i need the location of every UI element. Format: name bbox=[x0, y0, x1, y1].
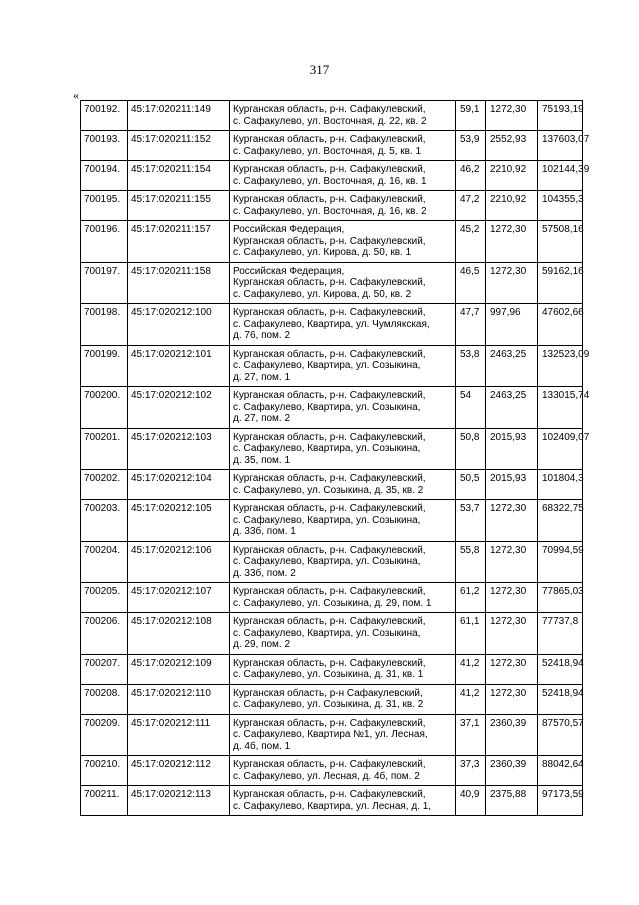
table-row bbox=[81, 684, 583, 714]
cadastral-number-cell: 45:17:020211:154 bbox=[128, 161, 230, 191]
page-number: 317 bbox=[309, 62, 330, 77]
area-cell: 55,8 bbox=[456, 541, 486, 583]
rate-cell: 2552,93 bbox=[486, 131, 538, 161]
rate-cell: 1272,30 bbox=[486, 684, 538, 714]
area-cell: 50,5 bbox=[456, 470, 486, 500]
rate-cell: 1272,30 bbox=[486, 541, 538, 583]
address-cell: Курганская область, р-н. Сафакулевский, с. Сафакулево, ул. Восточная, д. 16, кв. 1 bbox=[230, 161, 456, 191]
row-number-cell: 700205. bbox=[81, 583, 128, 613]
rate-cell: 2015,93 bbox=[486, 470, 538, 500]
row-number-cell: 700194. bbox=[81, 161, 128, 191]
address-cell: Курганская область, р-н. Сафакулевский, с. Сафакулево, Квартира №1, ул. Лесная, д. 4б, пом. 1 bbox=[230, 714, 456, 756]
rate-cell: 1272,30 bbox=[486, 583, 538, 613]
table-row bbox=[81, 191, 583, 221]
rate-cell: 1272,30 bbox=[486, 101, 538, 131]
table-row bbox=[81, 161, 583, 191]
cadastral-number-cell: 45:17:020212:106 bbox=[128, 541, 230, 583]
cadastral-number-cell: 45:17:020212:112 bbox=[128, 756, 230, 786]
area-cell: 61,2 bbox=[456, 583, 486, 613]
row-number-cell: 700209. bbox=[81, 714, 128, 756]
cadastral-value-cell: 137603,07 bbox=[538, 131, 583, 161]
table-row bbox=[81, 470, 583, 500]
address-cell: Курганская область, р-н. Сафакулевский, с. Сафакулево, Квартира, ул. Созыкина, д. 35, пом. 1 bbox=[230, 428, 456, 470]
table-row bbox=[81, 613, 583, 655]
area-cell: 37,3 bbox=[456, 756, 486, 786]
table-row bbox=[81, 304, 583, 346]
table-row bbox=[81, 262, 583, 304]
cadastral-number-cell: 45:17:020212:104 bbox=[128, 470, 230, 500]
address-cell: Курганская область, р-н. Сафакулевский, с. Сафакулево, ул. Восточная, д. 22, кв. 2 bbox=[230, 101, 456, 131]
area-cell: 59,1 bbox=[456, 101, 486, 131]
cadastral-number-cell: 45:17:020212:107 bbox=[128, 583, 230, 613]
address-cell: Российская Федерация, Курганская область, р-н. Сафакулевский, с. Сафакулево, ул. Кирова, д. 50, кв. 1 bbox=[230, 221, 456, 263]
row-number-cell: 700196. bbox=[81, 221, 128, 263]
address-cell: Курганская область, р-н. Сафакулевский, с. Сафакулево, Квартира, ул. Чумлякская, д. 76, пом. 2 bbox=[230, 304, 456, 346]
row-number-cell: 700203. bbox=[81, 500, 128, 542]
cadastral-value-cell: 77737,8 bbox=[538, 613, 583, 655]
area-cell: 47,2 bbox=[456, 191, 486, 221]
cadastral-value-cell: 104355,3 bbox=[538, 191, 583, 221]
cadastral-value-cell: 132523,09 bbox=[538, 345, 583, 387]
cadastral-number-cell: 45:17:020212:110 bbox=[128, 684, 230, 714]
address-cell: Курганская область, р-н. Сафакулевский, с. Сафакулево, ул. Созыкина, д. 35, кв. 2 bbox=[230, 470, 456, 500]
row-number-cell: 700199. bbox=[81, 345, 128, 387]
area-cell: 53,9 bbox=[456, 131, 486, 161]
address-cell: Курганская область, р-н. Сафакулевский, с. Сафакулево, ул. Созыкина, д. 29, пом. 1 bbox=[230, 583, 456, 613]
address-cell: Курганская область, р-н. Сафакулевский, с. Сафакулево, ул. Созыкина, д. 31, кв. 1 bbox=[230, 654, 456, 684]
cadastral-number-cell: 45:17:020212:111 bbox=[128, 714, 230, 756]
area-cell: 40,9 bbox=[456, 786, 486, 816]
cadastral-value-cell: 88042,64 bbox=[538, 756, 583, 786]
address-cell: Курганская область, р-н. Сафакулевский, с. Сафакулево, ул. Восточная, д. 5, кв. 1 bbox=[230, 131, 456, 161]
row-number-cell: 700207. bbox=[81, 654, 128, 684]
cadastral-value-cell: 77865,03 bbox=[538, 583, 583, 613]
address-cell: Курганская область, р-н. Сафакулевский, с. Сафакулево, Квартира, ул. Созыкина, д. 27, пом. 2 bbox=[230, 387, 456, 429]
table-row bbox=[81, 786, 583, 816]
area-cell: 41,2 bbox=[456, 654, 486, 684]
row-number-cell: 700192. bbox=[81, 101, 128, 131]
cadastral-number-cell: 45:17:020212:103 bbox=[128, 428, 230, 470]
cadastral-number-cell: 45:17:020211:155 bbox=[128, 191, 230, 221]
address-cell: Курганская область, р-н. Сафакулевский, с. Сафакулево, Квартира, ул. Созыкина, д. 29, пом. 2 bbox=[230, 613, 456, 655]
address-cell: Курганская область, р-н. Сафакулевский, с. Сафакулево, ул. Лесная, д. 4б, пом. 2 bbox=[230, 756, 456, 786]
address-cell: Курганская область, р-н. Сафакулевский, с. Сафакулево, Квартира, ул. Созыкина, д. 27, пом. 1 bbox=[230, 345, 456, 387]
cadastral-value-cell: 102144,39 bbox=[538, 161, 583, 191]
row-number-cell: 700206. bbox=[81, 613, 128, 655]
rate-cell: 2015,93 bbox=[486, 428, 538, 470]
cadastral-number-cell: 45:17:020212:113 bbox=[128, 786, 230, 816]
row-number-cell: 700198. bbox=[81, 304, 128, 346]
table-row bbox=[81, 345, 583, 387]
area-cell: 45,2 bbox=[456, 221, 486, 263]
cadastral-number-cell: 45:17:020212:108 bbox=[128, 613, 230, 655]
cadastral-value-cell: 87570,57 bbox=[538, 714, 583, 756]
row-number-cell: 700210. bbox=[81, 756, 128, 786]
rate-cell: 1272,30 bbox=[486, 500, 538, 542]
rate-cell: 1272,30 bbox=[486, 654, 538, 684]
cadastral-number-cell: 45:17:020212:105 bbox=[128, 500, 230, 542]
table-row bbox=[81, 221, 583, 263]
table-row bbox=[81, 131, 583, 161]
opening-quote: « bbox=[73, 88, 79, 102]
cadastral-value-table bbox=[80, 100, 590, 816]
cadastral-number-cell: 45:17:020212:101 bbox=[128, 345, 230, 387]
cadastral-value-cell: 133015,74 bbox=[538, 387, 583, 429]
address-cell: Курганская область, р-н. Сафакулевский, с. Сафакулево, Квартира, ул. Созыкина, д. 33б, пом. 1 bbox=[230, 500, 456, 542]
address-cell: Курганская область, р-н. Сафакулевский, с. Сафакулево, Квартира, ул. Лесная, д. 1, bbox=[230, 786, 456, 816]
area-cell: 46,5 bbox=[456, 262, 486, 304]
rate-cell: 2210,92 bbox=[486, 191, 538, 221]
cadastral-number-cell: 45:17:020211:157 bbox=[128, 221, 230, 263]
cadastral-number-cell: 45:17:020212:109 bbox=[128, 654, 230, 684]
area-cell: 61,1 bbox=[456, 613, 486, 655]
area-cell: 37,1 bbox=[456, 714, 486, 756]
table-row bbox=[81, 387, 583, 429]
address-cell: Российская Федерация, Курганская область, р-н. Сафакулевский, с. Сафакулево, ул. Кирова, д. 50, кв. 2 bbox=[230, 262, 456, 304]
row-number-cell: 700197. bbox=[81, 262, 128, 304]
rate-cell: 2463,25 bbox=[486, 345, 538, 387]
area-cell: 53,8 bbox=[456, 345, 486, 387]
cadastral-number-cell: 45:17:020212:102 bbox=[128, 387, 230, 429]
table-row bbox=[81, 756, 583, 786]
address-cell: Курганская область, р-н. Сафакулевский, с. Сафакулево, ул. Восточная, д. 16, кв. 2 bbox=[230, 191, 456, 221]
cadastral-value-cell: 52418,94 bbox=[538, 654, 583, 684]
rate-cell: 2210,92 bbox=[486, 161, 538, 191]
area-cell: 46,2 bbox=[456, 161, 486, 191]
area-cell: 41,2 bbox=[456, 684, 486, 714]
cadastral-number-cell: 45:17:020211:158 bbox=[128, 262, 230, 304]
cadastral-number-cell: 45:17:020212:100 bbox=[128, 304, 230, 346]
cadastral-value-cell: 101804,3 bbox=[538, 470, 583, 500]
cadastral-value-cell: 102409,07 bbox=[538, 428, 583, 470]
table-row bbox=[81, 654, 583, 684]
table-body bbox=[81, 101, 590, 816]
cadastral-value-cell: 59162,16 bbox=[538, 262, 583, 304]
cadastral-value-cell: 57508,16 bbox=[538, 221, 583, 263]
cadastral-value-cell: 68322,75 bbox=[538, 500, 583, 542]
row-number-cell: 700201. bbox=[81, 428, 128, 470]
area-cell: 54 bbox=[456, 387, 486, 429]
rate-cell: 2463,25 bbox=[486, 387, 538, 429]
row-number-cell: 700202. bbox=[81, 470, 128, 500]
rate-cell: 997,96 bbox=[486, 304, 538, 346]
rate-cell: 1272,30 bbox=[486, 262, 538, 304]
cadastral-value-cell: 97173,59 bbox=[538, 786, 583, 816]
row-number-cell: 700193. bbox=[81, 131, 128, 161]
table-row bbox=[81, 428, 583, 470]
row-number-cell: 700204. bbox=[81, 541, 128, 583]
row-number-cell: 700200. bbox=[81, 387, 128, 429]
cadastral-value-cell: 75193,19 bbox=[538, 101, 583, 131]
cadastral-number-cell: 45:17:020211:149 bbox=[128, 101, 230, 131]
table-row bbox=[81, 541, 583, 583]
address-cell: Курганская область, р-н. Сафакулевский, с. Сафакулево, Квартира, ул. Созыкина, д. 33б, пом. 2 bbox=[230, 541, 456, 583]
row-number-cell: 700211. bbox=[81, 786, 128, 816]
rate-cell: 2360,39 bbox=[486, 756, 538, 786]
rate-cell: 1272,30 bbox=[486, 221, 538, 263]
rate-cell: 2360,39 bbox=[486, 714, 538, 756]
table-row bbox=[81, 101, 583, 131]
row-number-cell: 700208. bbox=[81, 684, 128, 714]
rate-cell: 2375,88 bbox=[486, 786, 538, 816]
cadastral-number-cell: 45:17:020211:152 bbox=[128, 131, 230, 161]
address-cell: Курганская область, р-н Сафакулевский, с. Сафакулево, ул. Созыкина, д. 31, кв. 2 bbox=[230, 684, 456, 714]
cadastral-value-cell: 52418,94 bbox=[538, 684, 583, 714]
area-cell: 50,8 bbox=[456, 428, 486, 470]
rate-cell: 1272,30 bbox=[486, 613, 538, 655]
area-cell: 53,7 bbox=[456, 500, 486, 542]
cadastral-value-cell: 70994,59 bbox=[538, 541, 583, 583]
cadastral-value-cell: 47602,66 bbox=[538, 304, 583, 346]
table-row bbox=[81, 500, 583, 542]
row-number-cell: 700195. bbox=[81, 191, 128, 221]
area-cell: 47,7 bbox=[456, 304, 486, 346]
table-row bbox=[81, 714, 583, 756]
table-row bbox=[81, 583, 583, 613]
